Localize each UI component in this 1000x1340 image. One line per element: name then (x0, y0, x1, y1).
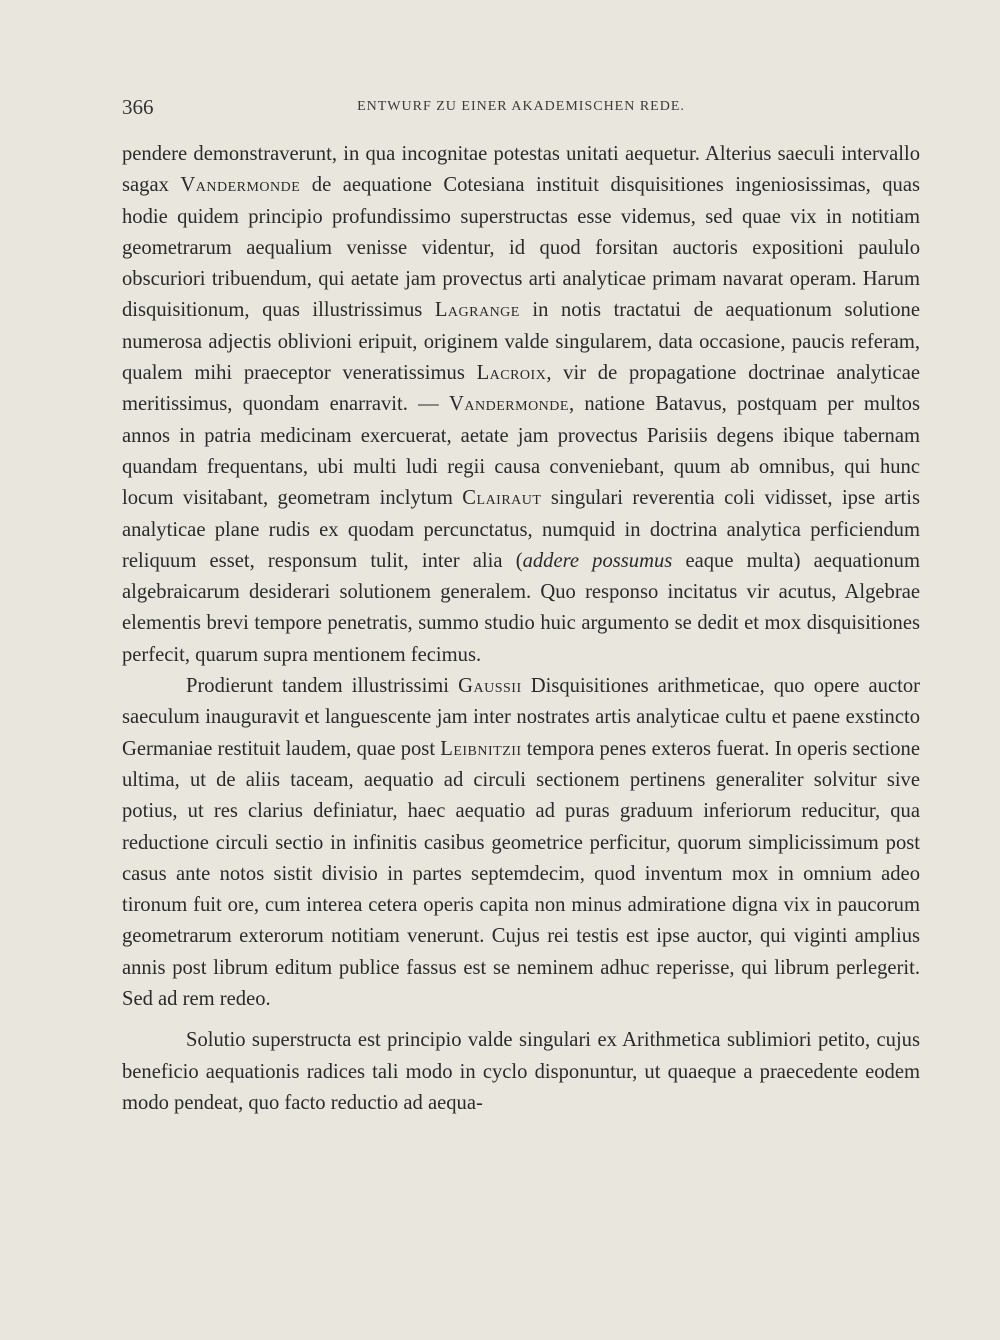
italic-phrase: addere possumus (522, 549, 673, 572)
body-text (122, 139, 920, 1119)
person-name: Vandermonde (180, 174, 301, 197)
text-run: pendere demonstraverunt, in qua incognitae potestas unitati aequetur. Alterius saeculi intervallo sagax (122, 143, 920, 197)
person-name: Lacroix (476, 362, 547, 385)
text-run: singulari reverentia coli vidisset, ipse artis analyticae plane rudis ex quodam percunctatus, numquid in doctrina analytica perficiendum reliquum esset, responsum tulit, inter alia ( (122, 487, 921, 572)
text-run: in notis tractatui de aequationum solutione numerosa adjectis oblivioni eripuit, originem valde singularem, data occasione, paucis referam, qualem mihi praeceptor veneratissimus (122, 299, 920, 385)
running-head (122, 95, 920, 121)
person-name: Leibnitzii (440, 737, 522, 760)
paragraph-3 (122, 1025, 920, 1119)
text-run: , vir de propagatione doctrinae analyticae meritissimus, quondam enarravit. — (122, 362, 920, 416)
running-title: ENTWURF ZU EINER AKADEMISCHEN REDE. (357, 99, 685, 114)
text-run: Disquisitiones arithmeticae, quo opere auctor saeculum inauguravit et languescente jam inter nostrates artis analyticae cultu et paene exstincto Germaniae restituit laudem, quae post (122, 675, 920, 760)
page-number: 366 (122, 95, 154, 119)
text-run: de aequatione Cotesiana instituit disquisitiones ingeniosissimas, quas hodie quidem principio profundissimo superstructas esse videmus, sed quae vix in notitiam geometrarum aequalium venisse videntur, id quod forsitan auctoris expositioni paululo obscuriori tribuendum, qui aetate jam provectus arti analyticae primam navarat operam. Harum disquisitionum, quas illustrissimus (122, 174, 921, 322)
person-name: Gaussii (458, 675, 522, 698)
text-run: Prodierunt tandem illustrissimi (186, 675, 459, 698)
text-run: Solutio superstructa est principio valde singulari ex Arithmetica sublimiori petito, cujus beneficio aequationis radices tali modo in cyclo disponuntur, ut quaeque a praecedente eodem modo pendeat, quo facto reductio ad aequa- (122, 1029, 920, 1114)
text-run: tempora penes exteros fuerat. In operis sectione ultima, ut de aliis taceam, aequatio ad circuli sectionem pertinens generaliter solvitur sive potius, ut res clarius definiatur, haec aequatio ad puras graduum inferiorum reducitur, qua reductione circuli sectio in infinitis casibus geometrice perficitur, quorum simplicissimum post casus ante notos sistit divisio in partes septemdecim, quod inventum mox in omnium adeo tironum fuit ore, cum interea cetera operis capita non minus admiratione digna vix in paucorum geometrarum exterorum notitiam venerunt. Cujus rei testis est ipse auctor, qui viginti amplius annis post librum editum publice fassus est se neminem adhuc reperisse, qui librum perlegerit. Sed ad rem redeo. (122, 737, 920, 1011)
text-run: , natione Batavus, postquam per multos annos in patria medicinam exercuerat, aetate jam provectus Parisiis degens ibique tabernam quandam frequentans, ubi multi ludi regii causa conveniebant, quum ab omnibus, qui hunc locum visitabant, geometram inclytum (122, 393, 920, 510)
paragraph-2 (122, 671, 920, 1015)
paragraph-1 (122, 139, 920, 671)
person-name: Lagrange (434, 299, 520, 322)
text-run: eaque multa) aequationum algebraicarum desiderari solutionem generalem. Quo responso incitatus vir acutus, Algebrae elementis brevi tempore penetratis, summo studio huic argumento se dedit et mox disquisitiones perfecit, quarum supra mentionem fecimus. (122, 549, 920, 666)
person-name: Clairaut (462, 487, 542, 510)
person-name: Vandermonde (449, 393, 569, 416)
